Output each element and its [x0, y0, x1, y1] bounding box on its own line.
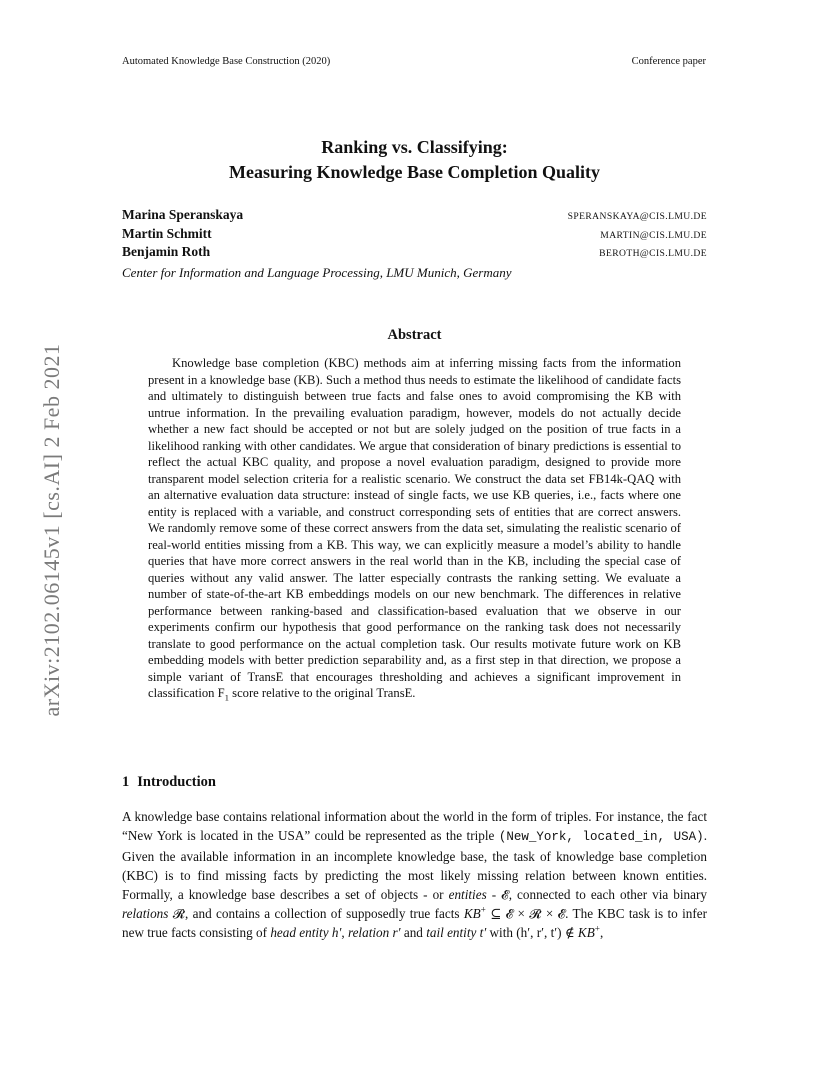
arxiv-identifier-stamp: arXiv:2102.06145v1 [cs.AI] 2 Feb 2021 — [39, 343, 64, 717]
term-entities: entities — [448, 887, 487, 902]
author-email: BEROTH@CIS.LMU.DE — [599, 248, 707, 259]
intro-sentence: A knowledge base contains relational information about the world in the form of triples. For instance, the fact “New York is located in the USA” could be represented as the triple — [122, 809, 707, 843]
author-email: MARTIN@CIS.LMU.DE — [600, 229, 707, 241]
tail-variable: t′ — [476, 925, 487, 940]
author-row — [122, 244, 707, 263]
example-triple: (New_York, located_in, USA) — [498, 830, 704, 844]
f1-subscript: 1 — [224, 692, 230, 703]
author-name: Benjamin Roth — [122, 244, 211, 259]
with-clause: with (h′, r′, t′) ∉ — [486, 925, 578, 940]
abstract-paragraph — [148, 355, 681, 702]
running-header-type: Conference paper — [631, 56, 706, 67]
introduction-text — [122, 807, 707, 942]
relations-symbol: 𝓡, and contains a collection of supposedly true facts — [168, 906, 464, 921]
kb-superscript-end: + — [594, 923, 600, 934]
kb-definition: ⊆ 𝓔 × 𝓡 × 𝓔. The KBC task is to infer new true facts consisting of — [122, 906, 707, 940]
section-heading-introduction — [122, 774, 216, 791]
paper-title — [122, 135, 707, 185]
term-relations: relations — [122, 906, 169, 921]
abstract-heading: Abstract — [387, 327, 442, 343]
kb-symbol-end: KB — [577, 925, 595, 940]
term-head-entity: head entity — [270, 925, 329, 940]
trailing-comma: , — [599, 925, 604, 940]
section-number: 1 — [122, 774, 130, 790]
entities-symbol: - 𝓔, connected to each other via binary — [486, 887, 707, 902]
kb-symbol: KB — [463, 906, 481, 921]
running-header-venue: Automated Knowledge Base Construction (2020) — [122, 56, 331, 67]
author-row — [122, 226, 707, 245]
author-affiliation: Center for Information and Language Processing, LMU Munich, Germany — [122, 264, 512, 280]
term-tail-entity: tail entity — [426, 925, 477, 940]
term-relation: relation — [347, 925, 390, 940]
intro-sentence: . Given the available information in an incomplete knowledge base, the task of knowledge base completion (KBC) is to find missing facts by predicting the most likely missing relation between known entities. Formally, a knowledge base describes a set of objects - or — [122, 828, 707, 902]
author-block — [122, 207, 707, 281]
abstract-end-text: score relative to the original TransE. — [229, 686, 416, 700]
paper-title-line-2: Measuring Knowledge Base Completion Quality — [228, 162, 600, 182]
author-email: SPERANSKAYA@CIS.LMU.DE — [567, 211, 707, 222]
author-row — [122, 207, 707, 226]
introduction-paragraph: A knowledge base contains relational information about the world in the form of triples. For instance, the fact “New York is located in the USA” could be represented as the triple (New_York, located_in, USA). Given the available information in an incomplete knowledge base, the task of knowledge base completion (KBC) is to find missing facts by predicting the most likely missing relation between known entities. Formally, a knowledge base describes a set of objects - or entities - 𝓔, connected to each other via binary relations 𝓡, and contains a collection of supposedly true facts KB+ ⊆ 𝓔 × 𝓡 × 𝓔. The KBC task is to infer new true facts consisting of head entity h′, relation r′ and tail entity t′ with (h′, r′, t′) ∉ KB+, — [122, 809, 707, 940]
head-variable: h′ — [328, 925, 342, 940]
author-name: Marina Speranskaya — [122, 207, 244, 222]
abstract-main-text: Knowledge base completion (KBC) methods aim at inferring missing facts from the information present in a knowledge base (KB). Such a method thus needs to estimate the likelihood of candidate facts and ultimately to distinguish between true facts and false ones to avoid compromising the KB with untrue information. In the prevailing evaluation paradigm, however, models do not actually decide whether a new fact should be accepted or not but are solely judged on the position of true facts in a likelihood ranking with other candidates. We argue that consideration of binary predictions is essential to reflect the actual KBC quality, and propose a novel evaluation paradigm, designed to provide more transparent model selection criteria for a realistic scenario. We construct the data set FB14k-QAQ with an alternative evaluation data structure: instead of single facts, we use KB queries, i.e., facts where one entity is replaced with a variable, and construct corresponding sets of entities that are correct answers. We randomly remove some of these correct answers from the data set, simulating the realistic scenario of real-world entities missing from a KB. This way, we can explicitly measure a model’s ability to handle queries that have more correct answers in the real world than in the KB, including the special case of queries without any valid answer. The latter especially contrasts the ranking setting. We evaluate a number of state-of-the-art KB embeddings models on our new benchmark. The differences in relative performance between ranking-based and classification-based evaluation that we observe in our experiments confirm our hypothesis that good performance on the ranking task does not necessarily translate to good performance on the actual completion task. Our results motivate future work on KB embedding models with better prediction separability and, as a first step in that direction, we propose a simple variant of TransE that encourages thresholding and achieves a significant improvement in classification F — [148, 356, 681, 700]
kb-superscript: + — [480, 904, 486, 915]
section-title: Introduction — [137, 774, 216, 790]
relation-variable: r′ — [389, 925, 401, 940]
author-name: Martin Schmitt — [122, 225, 212, 241]
paper-title-line-1: Ranking vs. Classifying: — [321, 137, 508, 157]
and-word: and — [400, 925, 427, 940]
abstract-text — [148, 355, 681, 702]
